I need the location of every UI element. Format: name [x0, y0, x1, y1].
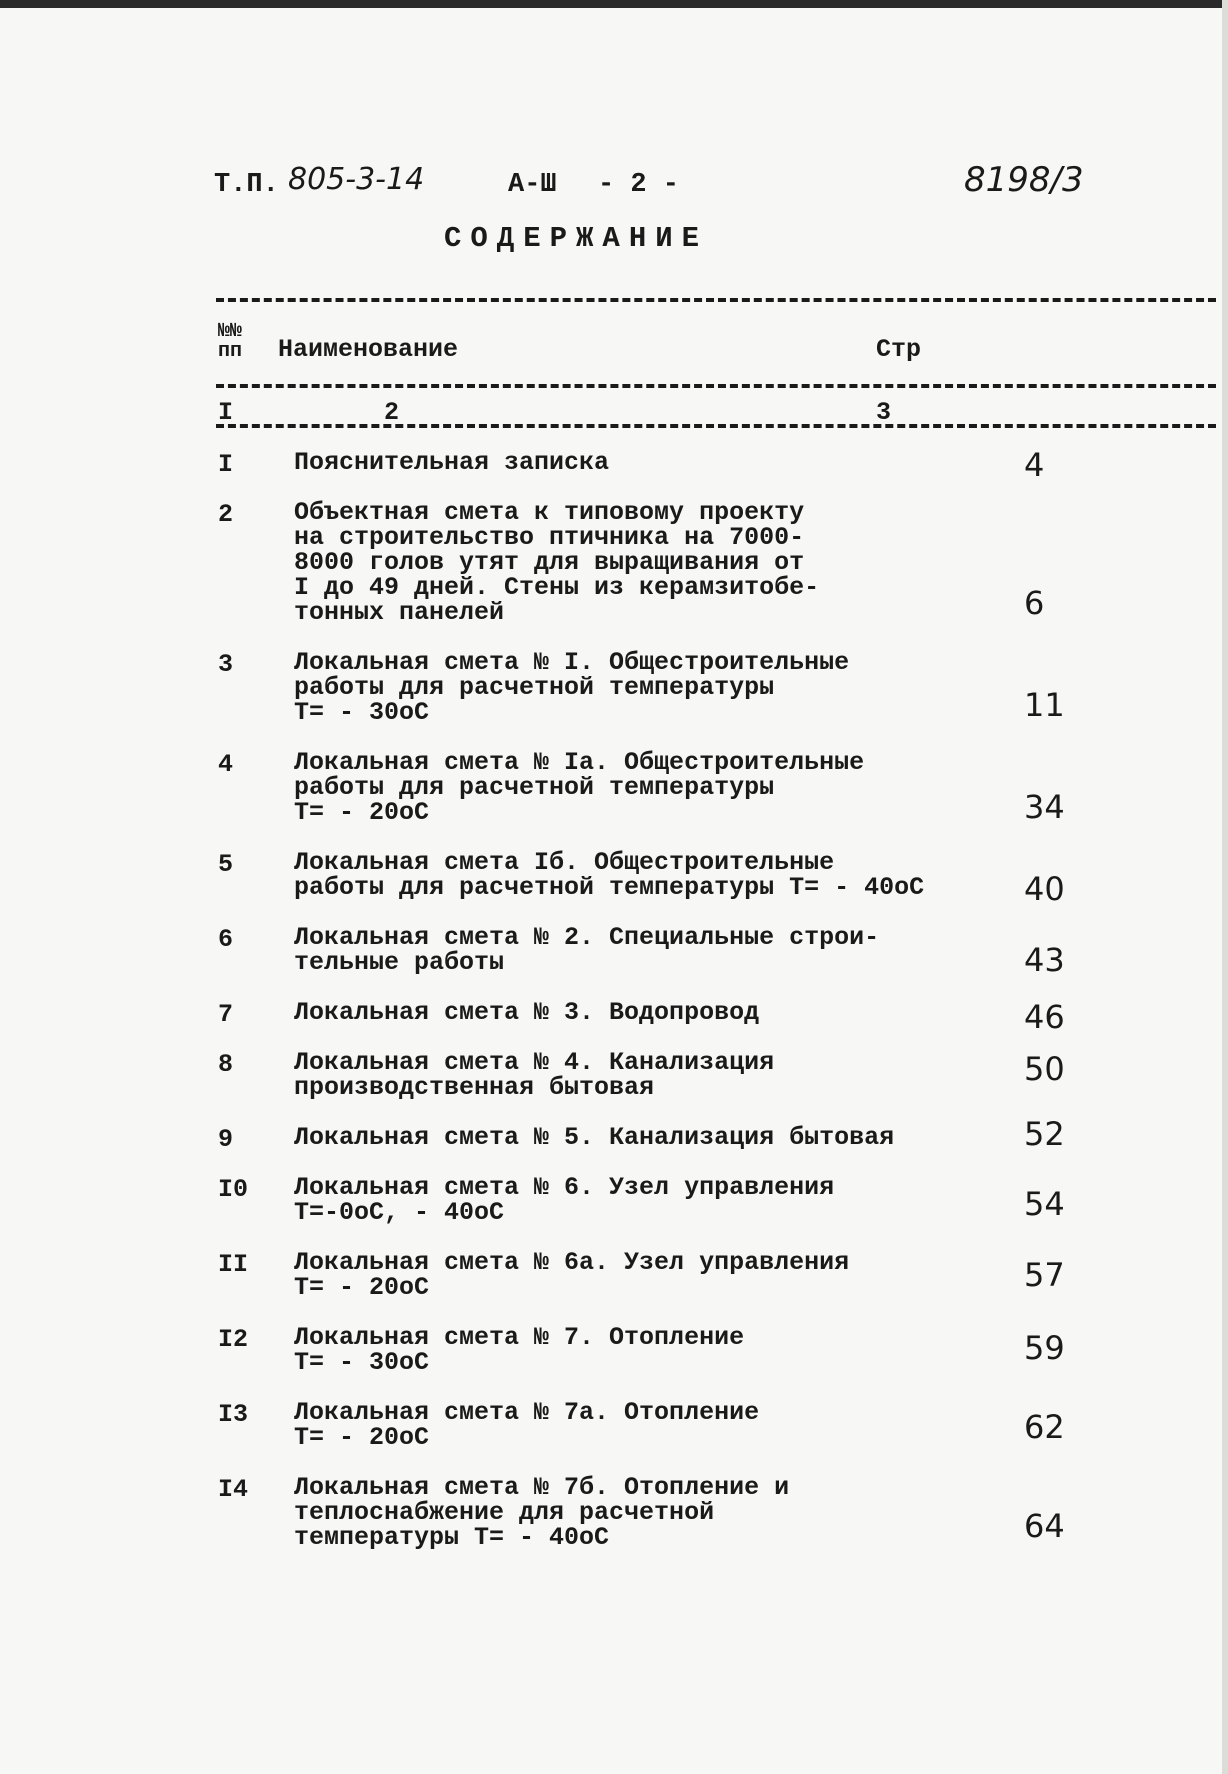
item-text: Локальная смета № 7. Отопление Т= - 30оС — [294, 1323, 745, 1377]
item-number: 5 — [218, 850, 234, 879]
page-number: - 2 - — [598, 170, 680, 200]
item-page: 52 — [1024, 1115, 1065, 1153]
item-page: 6 — [1024, 584, 1045, 622]
item-number: 4 — [218, 750, 234, 779]
item-page: 34 — [1024, 788, 1065, 826]
item-number: 2 — [218, 500, 234, 529]
item-number: I4 — [218, 1475, 249, 1504]
item-number: 7 — [218, 1000, 234, 1029]
item-page: 54 — [1024, 1185, 1065, 1223]
divider — [216, 298, 1216, 302]
item-text: Локальная смета № 6а. Узел управления Т= - 20оС — [294, 1248, 850, 1302]
item-text: Локальная смета Iб. Общестроительные работы для расчетной температуры Т= - 40оС — [294, 848, 925, 902]
item-text: Локальная смета № Iа. Общестроительные работы для расчетной температуры Т= - 20оС — [294, 748, 865, 827]
item-number: 6 — [218, 925, 234, 954]
archive-number: 8198/3 — [964, 160, 1084, 200]
item-text: Объектная смета к типовому проекту на строительство птичника на 7000- 8000 голов утят для выращивания от I до 49 дней. Стены из керамзитобе- тонных панелей — [294, 498, 820, 627]
item-number: I2 — [218, 1325, 249, 1354]
item-number: I — [218, 450, 234, 479]
item-number: I3 — [218, 1400, 249, 1429]
item-page: 43 — [1024, 941, 1065, 979]
item-text: Пояснительная записка — [294, 448, 610, 477]
doc-section: А-Ш — [508, 170, 557, 200]
item-text: Локальная смета № 3. Водопровод — [294, 998, 760, 1027]
item-number: I0 — [218, 1175, 249, 1204]
item-text: Локальная смета № I. Общестроительные работы для расчетной температуры Т= - 30оС — [294, 648, 850, 727]
item-page: 40 — [1024, 870, 1065, 908]
col-num-index: I — [218, 398, 234, 427]
divider — [216, 424, 1216, 428]
item-number: 9 — [218, 1125, 234, 1154]
item-text: Локальная смета № 6. Узел управления Т=-0оС, - 40оС — [294, 1173, 835, 1227]
top-border — [0, 0, 1228, 8]
doc-code: Т.П. — [214, 170, 279, 200]
item-page: 57 — [1024, 1256, 1065, 1294]
item-text: Локальная смета № 4. Канализация производственная бытовая — [294, 1048, 775, 1102]
col-page-label: Стр — [876, 335, 922, 364]
item-text: Локальная смета № 7б. Отопление и теплоснабжение для расчетной температуры Т= - 40оС — [294, 1473, 790, 1552]
col-page-index: 3 — [876, 398, 892, 427]
item-page: 11 — [1024, 686, 1065, 724]
item-page: 50 — [1024, 1050, 1065, 1088]
col-name-index: 2 — [384, 398, 400, 427]
page-edge — [1222, 0, 1228, 1774]
item-number: II — [218, 1250, 249, 1279]
item-text: Локальная смета № 5. Канализация бытовая — [294, 1123, 895, 1152]
page-title: СОДЕРЖАНИЕ — [444, 222, 709, 255]
divider — [216, 384, 1216, 388]
item-page: 46 — [1024, 998, 1065, 1036]
item-number: 8 — [218, 1050, 234, 1079]
item-page: 59 — [1024, 1329, 1065, 1367]
item-text: Локальная смета № 2. Специальные строи- тельные работы — [294, 923, 880, 977]
item-page: 64 — [1024, 1507, 1065, 1545]
item-text: Локальная смета № 7а. Отопление Т= - 20оС — [294, 1398, 760, 1452]
item-number: 3 — [218, 650, 234, 679]
col-name-label: Наименование — [278, 335, 459, 364]
item-page: 4 — [1024, 446, 1045, 484]
doc-number: 805-3-14 — [288, 162, 425, 197]
col-num-label: №№ пп — [218, 320, 243, 363]
item-page: 62 — [1024, 1408, 1065, 1446]
